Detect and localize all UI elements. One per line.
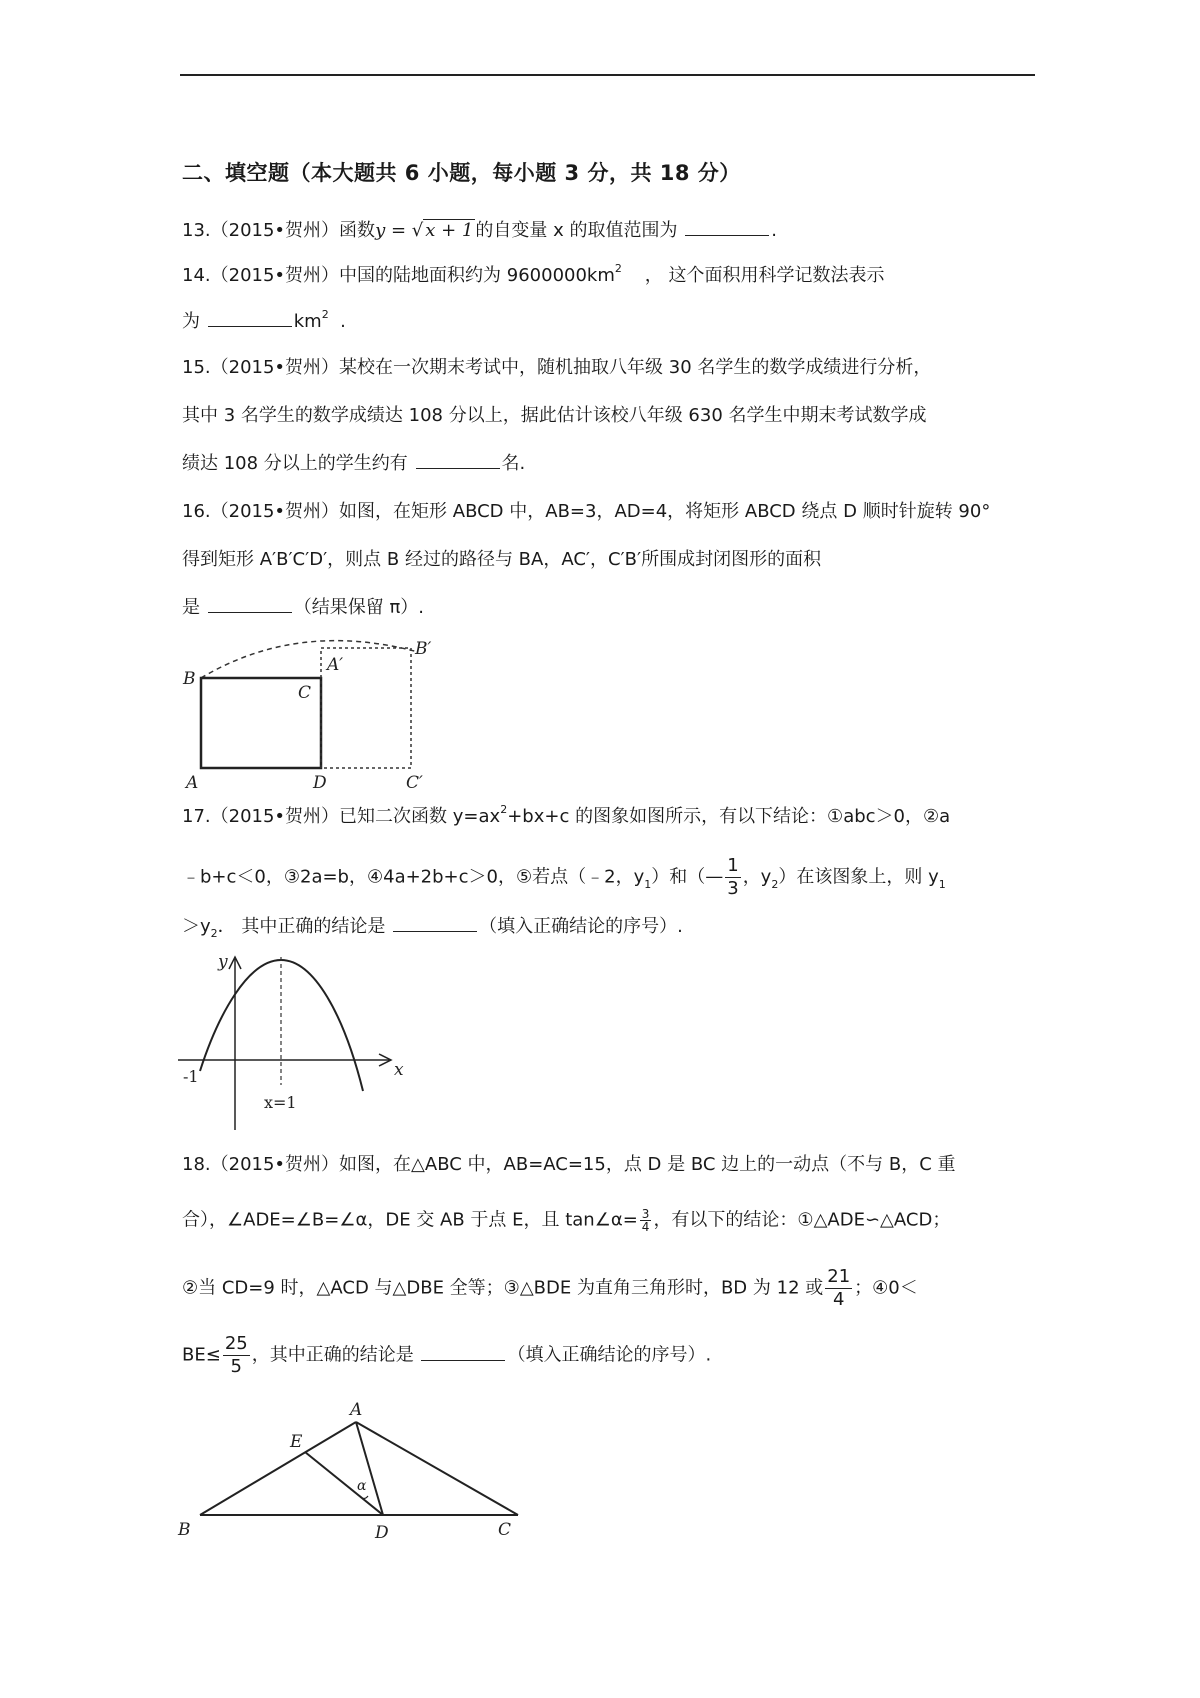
q18-label-a: A — [350, 1400, 363, 1420]
q16-label-d: D — [313, 773, 327, 793]
q18-line4-prefix: BE≤ — [182, 1344, 221, 1366]
q13-formula-eq: = — [385, 220, 412, 241]
q18-line4-suffix: ，其中正确的结论是 — [251, 1344, 414, 1366]
q18-be-fraction — [223, 1333, 250, 1378]
top-rule — [180, 74, 1035, 76]
q18-label-e: E — [290, 1432, 303, 1452]
q18-tan-fraction — [640, 1208, 652, 1233]
question-17-line1 — [182, 805, 1032, 831]
q18-bd-den: 4 — [832, 1289, 845, 1310]
question-16-line1: 16.（2015•贺州）如图，在矩形 ABCD 中，AB=3，AD=4，将矩形 ABCD 绕点 D 顺时针旋转 90° — [182, 501, 991, 522]
q15-answer-blank[interactable] — [416, 452, 500, 469]
q18-line3-prefix: ②当 CD=9 时，△ACD 与△DBE 全等；③△BDE 为直角三角形时，BD 为 12 或 — [182, 1277, 824, 1299]
q16-label-a-prime: A′ — [327, 655, 344, 675]
question-14-line2 — [182, 310, 1032, 336]
question-18-line2 — [182, 1208, 1032, 1233]
q17-label-y: y — [218, 952, 228, 972]
question-16-line3 — [182, 596, 1032, 620]
q13-answer-blank[interactable] — [685, 219, 769, 236]
radical-sign: √ — [411, 220, 424, 241]
q17-label-minus-one: -1 — [183, 1067, 199, 1086]
question-17-line3 — [182, 915, 1032, 941]
q14-answer-blank[interactable] — [208, 310, 292, 327]
q16-label-c: C — [298, 683, 312, 703]
q18-bd-num: 21 — [827, 1266, 851, 1287]
q18-answer-blank[interactable] — [421, 1344, 505, 1361]
section-heading: 二、填空题（本大题共 6 小题，每小题 3 分，共 18 分） — [182, 161, 741, 185]
q17-line3-suffix: （填入正确结论的序号）. — [479, 916, 683, 937]
question-16-line2: 得到矩形 A′B′C′D′，则点 B 经过的路径与 BA，AC′，C′B′所围成封闭图形的面积 — [182, 549, 822, 570]
q17-line1-prefix: 17.（2015•贺州）已知二次函数 y=ax — [182, 806, 501, 827]
q16-label-c-prime: C′ — [406, 773, 423, 793]
q16-label-b: B — [183, 669, 196, 689]
q18-label-b: B — [178, 1520, 191, 1540]
question-15-line1: 15.（2015•贺州）某校在一次期末考试中，随机抽取八年级 30 名学生的数学成绩进行分析， — [182, 357, 932, 378]
q18-tan-den: 4 — [641, 1220, 650, 1234]
q13-formula-y: y — [375, 220, 386, 241]
q17-line2-suffix: ）在该图象上，则 y — [778, 866, 939, 888]
question-18-line3 — [182, 1266, 1032, 1311]
q17-parabola-figure — [178, 945, 418, 1130]
q18-line3-suffix: ；④0＜ — [854, 1277, 918, 1299]
q14-line2-unit: km — [293, 311, 322, 332]
q14-line1-suffix: ， 这个面积用科学记数法表示 — [644, 265, 885, 286]
q17-line1-sup: 2 — [500, 803, 508, 816]
q16-rectangle-figure — [178, 630, 458, 793]
q16-line3-suffix: （结果保留 π）. — [293, 597, 425, 618]
q16-arc-path — [201, 641, 418, 678]
q18-side-ba — [200, 1422, 356, 1515]
q14-line2-end: . — [340, 311, 346, 332]
q17-line3-sub: 2 — [210, 927, 218, 940]
q17-line2-mid2: ，y — [742, 866, 772, 888]
q18-label-c: C — [498, 1520, 512, 1540]
q17-answer-blank[interactable] — [393, 915, 477, 932]
q17-line2-mid: ）和（— — [651, 866, 724, 888]
q14-line1-sup: 2 — [614, 262, 622, 275]
q16-label-a: A — [186, 773, 199, 793]
q17-line2-sub3: 1 — [938, 877, 946, 891]
q18-line2-suffix: ，有以下的结论：①△ADE∽△ACD； — [653, 1209, 951, 1231]
q18-label-alpha: α — [357, 1478, 367, 1494]
q18-tan-num: 3 — [641, 1207, 650, 1221]
question-15-line2: 其中 3 名学生的数学成绩达 108 分以上，据此估计该校八年级 630 名学生中期末考试数学成 — [182, 405, 927, 426]
q18-triangle-figure — [178, 1385, 528, 1543]
question-18-line1: 18.（2015•贺州）如图，在△ABC 中，AB=AC=15，点 D 是 BC 边上的一动点（不与 B，C 重 — [182, 1154, 956, 1175]
q17-line3-mid: ． 其中正确的结论是 — [217, 916, 386, 937]
question-18-line4 — [182, 1333, 1032, 1378]
q18-bd-fraction — [825, 1266, 852, 1311]
q16-line3-prefix: 是 — [182, 597, 200, 618]
q18-be-den: 5 — [230, 1356, 242, 1377]
question-15-line3 — [182, 452, 1032, 476]
q15-line3-prefix: 绩达 108 分以上的学生约有 — [182, 453, 408, 474]
q18-side-ac — [356, 1422, 518, 1515]
q13-suffix: 的自变量 x 的取值范围为 — [475, 220, 678, 241]
q17-line2-sub2: 2 — [771, 877, 779, 891]
q14-line2-sup: 2 — [321, 308, 329, 321]
q15-line3-suffix: 名. — [501, 453, 526, 474]
q13-radicand: x + 1 — [425, 220, 474, 241]
q17-fraction — [725, 855, 740, 900]
q18-be-num: 25 — [224, 1333, 248, 1354]
q17-line3-prefix: ＞y — [182, 916, 211, 937]
q17-frac-num: 1 — [727, 855, 739, 876]
q14-line1-prefix: 14.（2015•贺州）中国的陆地面积约为 9600000km — [182, 265, 615, 286]
question-14-line1 — [182, 264, 1032, 290]
q16-answer-blank[interactable] — [208, 596, 292, 613]
question-13 — [182, 219, 1032, 243]
q14-line2-prefix: 为 — [182, 311, 200, 332]
q17-line2-sub1: 1 — [644, 877, 652, 891]
q13-end: . — [771, 220, 777, 241]
q13-prefix: 13.（2015•贺州）函数 — [182, 220, 376, 241]
q18-segment-de — [305, 1452, 383, 1515]
q18-line4-end: （填入正确结论的序号）. — [507, 1344, 712, 1366]
question-17-line2 — [182, 855, 1032, 900]
q18-line2-prefix: 合），∠ADE=∠B=∠α，DE 交 AB 于点 E，且 tan∠α= — [182, 1209, 638, 1231]
q17-line1-suffix: +bx+c 的图象如图所示，有以下结论：①abc＞0，②a — [507, 806, 951, 827]
q17-frac-den: 3 — [727, 878, 739, 899]
q17-label-x-equals-1: x=1 — [264, 1093, 297, 1112]
q17-label-x: x — [394, 1060, 404, 1080]
q17-line2-prefix: ﹣b+c＜0，③2a=b，④4a+2b+c＞0，⑤若点（﹣2，y — [182, 866, 645, 888]
q16-label-b-prime: B′ — [415, 639, 432, 659]
q18-label-d: D — [375, 1523, 389, 1543]
